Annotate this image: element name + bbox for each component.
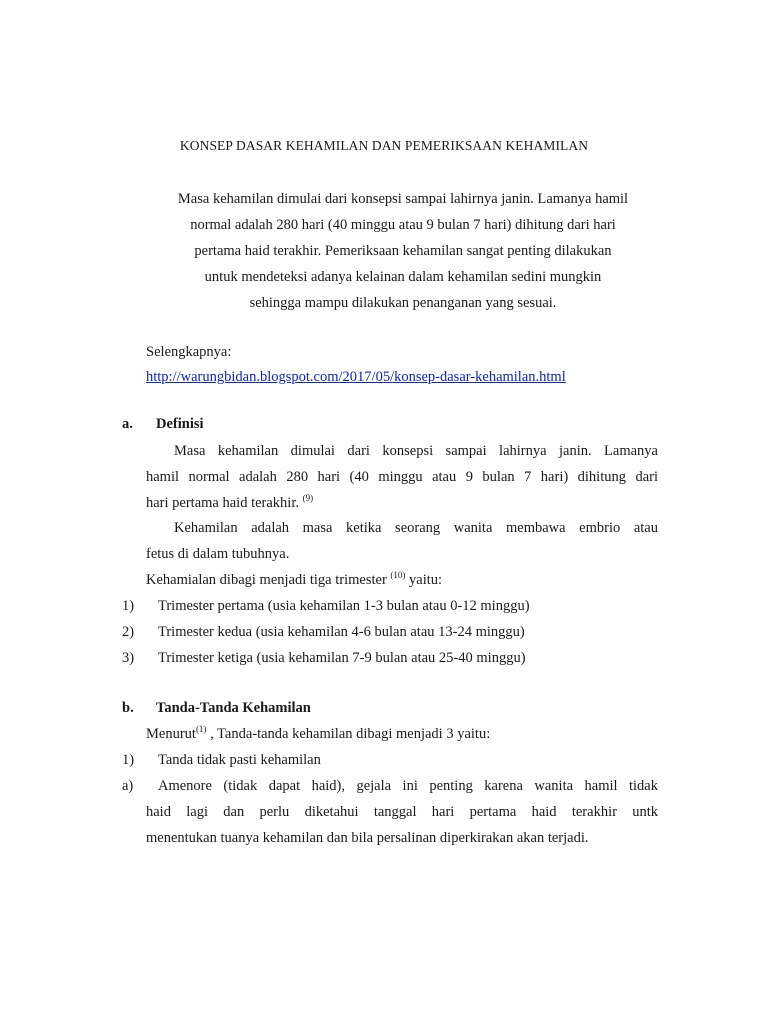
abstract-line: untuk mendeteksi adanya kelainan dalam kehamilan sedini mungkin bbox=[204, 269, 602, 285]
section-a-marker: a. bbox=[122, 416, 133, 432]
abstract-line: Masa kehamilan dimulai dari konsepsi sampai lahirnya janin. Lamanya hamil bbox=[177, 191, 629, 207]
list-item: Trimester pertama (usia kehamilan 1-3 bulan atau 0-12 minggu) bbox=[158, 598, 530, 614]
citation-ref: (9) bbox=[302, 493, 314, 504]
definition-line: fetus di dalam tubuhnya. bbox=[146, 546, 290, 562]
definition-line bbox=[146, 495, 313, 512]
citation-ref: (10) bbox=[390, 570, 406, 581]
definition-line: Kehamilan adalah masa ketika seorang wanita membawa embrio atau bbox=[174, 520, 658, 536]
list-number: 3) bbox=[122, 650, 135, 666]
definition-text: hari pertama haid terakhir. bbox=[146, 495, 299, 511]
section-a-heading: Definisi bbox=[156, 416, 204, 432]
trimester-intro bbox=[146, 572, 442, 589]
list-number: 1) bbox=[122, 752, 135, 768]
list-number: 1) bbox=[122, 598, 135, 614]
list-item: Trimester ketiga (usia kehamilan 7-9 bulan atau 25-40 minggu) bbox=[158, 650, 526, 666]
document-title: KONSEP DASAR KEHAMILAN DAN PEMERIKSAAN KEHAMILAN bbox=[179, 138, 589, 153]
abstract-line: normal adalah 280 hari (40 minggu atau 9 bulan 7 hari) dihitung dari hari bbox=[190, 217, 616, 233]
section-b-marker: b. bbox=[122, 700, 134, 716]
list-item: Trimester kedua (usia kehamilan 4-6 bulan atau 13-24 minggu) bbox=[158, 624, 525, 640]
definition-line: Masa kehamilan dimulai dari konsepsi sampai lahirnya janin. Lamanya bbox=[174, 443, 658, 459]
sub-list-line: haid lagi dan perlu diketahui tanggal hari pertama haid terakhir untk bbox=[146, 804, 658, 820]
signs-intro bbox=[146, 726, 490, 743]
sub-list-line: menentukan tuanya kehamilan dan bila persalinan diperkirakan akan terjadi. bbox=[146, 830, 589, 846]
sub-list-marker: a) bbox=[122, 778, 134, 794]
trimester-intro-end: yaitu: bbox=[409, 572, 443, 588]
source-link[interactable]: http://warungbidan.blogspot.com/2017/05/konsep-dasar-kehamilan.html bbox=[146, 369, 566, 385]
list-item: Tanda tidak pasti kehamilan bbox=[158, 752, 321, 768]
more-label: Selengkapnya: bbox=[146, 344, 232, 360]
definition-line: hamil normal adalah 280 hari (40 minggu atau 9 bulan 7 hari) dihitung dari bbox=[146, 469, 658, 485]
signs-intro-text: Menurut bbox=[146, 726, 196, 742]
citation-ref: (1) bbox=[195, 724, 207, 735]
section-b-heading: Tanda-Tanda Kehamilan bbox=[156, 700, 311, 716]
abstract-line: pertama haid terakhir. Pemeriksaan kehamilan sangat penting dilakukan bbox=[194, 243, 612, 259]
trimester-intro-text: Kehamialan dibagi menjadi tiga trimester bbox=[146, 572, 387, 588]
sub-list-line: Amenore (tidak dapat haid), gejala ini penting karena wanita hamil tidak bbox=[158, 778, 658, 794]
abstract bbox=[140, 186, 666, 316]
abstract-line: sehingga mampu dilakukan penanganan yang sesuai. bbox=[249, 295, 557, 311]
list-number: 2) bbox=[122, 624, 135, 640]
signs-intro-end: , Tanda-tanda kehamilan dibagi menjadi 3 yaitu: bbox=[210, 726, 491, 742]
